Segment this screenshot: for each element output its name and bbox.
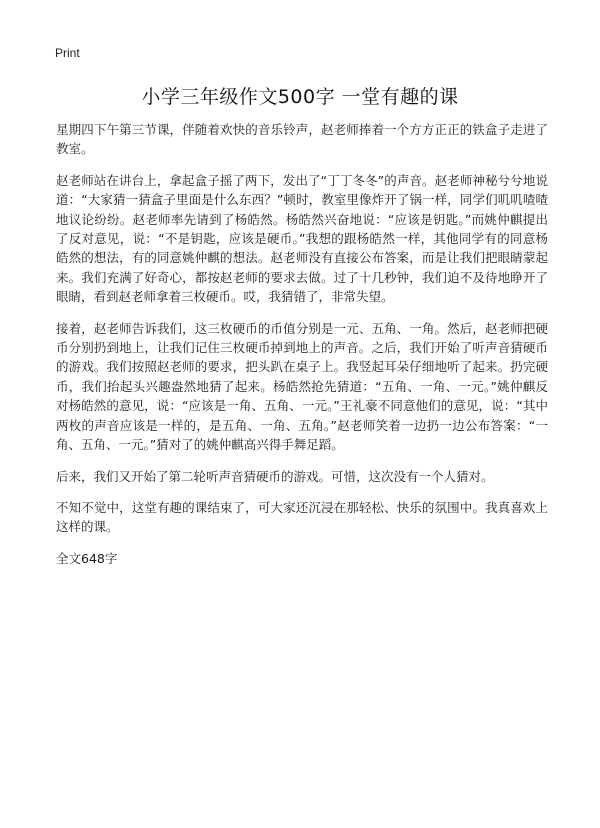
article-paragraph: 后来，我们又开始了第二轮听声音猜硬币的游戏。可惜，这次没有一个人猜对。 — [56, 468, 494, 484]
article-body — [56, 120, 548, 568]
word-count: 全文648字 — [56, 550, 118, 566]
article-title: 小学三年级作文500字 一堂有趣的课 — [141, 86, 459, 108]
article-paragraph: 星期四下午第三节课，伴随着欢快的音乐铃声，赵老师捧着一个方方正正的铁盒子走进了教室。 — [56, 122, 548, 157]
print-link[interactable]: Print — [55, 46, 80, 60]
article-paragraph: 接着，赵老师告诉我们，这三枚硬币的币值分别是一元、五角、一角。然后，赵老师把硬币分别扔到地上，让我们记住三枚硬币掉到地上的声音。之后，我们开始了听声音猜硬币的游戏。我们按照赵老师的要求，把头趴在桌子上。我竖起耳朵仔细地听了起来。扔完硬币，我们抬起头兴趣盎然地猜了起来。杨皓然抢先猜道：“五角、一角、一元。”姚仲麒反对杨皓然的意见，说：“应该是一角、五角、一元。”王礼豪不同意他们的意见，说：“其中两枚的声音应该是一样的，是五角、一角、五角。”赵老师笑着一边扔一边公布答案：“一角、五角、一元。”猜对了的姚仲麒高兴得手舞足蹈。 — [56, 320, 548, 453]
article-paragraph: 赵老师站在讲台上，拿起盒子摇了两下，发出了“丁丁冬冬”的声音。赵老师神秘兮兮地说道：“大家猜一猜盒子里面是什么东西？”顿时，教室里像炸开了锅一样，同学们叽叽喳喳地议论纷纷。赵老师率先请到了杨皓然。杨皓然兴奋地说：“应该是钥匙。”而姚仲麒提出了反对意见，说：“不是钥匙，应该是硬币。”我想的跟杨皓然一样，其他同学有的同意杨皓然的想法，有的同意姚仲麒的想法。赵老师没有直接公布答案，而是让我们把眼睛蒙起来。我们充满了好奇心，都按赵老师的要求去做。过了十几秒钟，我们迫不及待地睁开了眼睛，看到赵老师拿着三枚硬币。哎，我猜错了，非常失望。 — [56, 172, 548, 305]
article-paragraph: 不知不觉中，这堂有趣的课结束了，可大家还沉浸在那轻松、快乐的氛围中。我真喜欢上这样的课。 — [56, 499, 548, 535]
